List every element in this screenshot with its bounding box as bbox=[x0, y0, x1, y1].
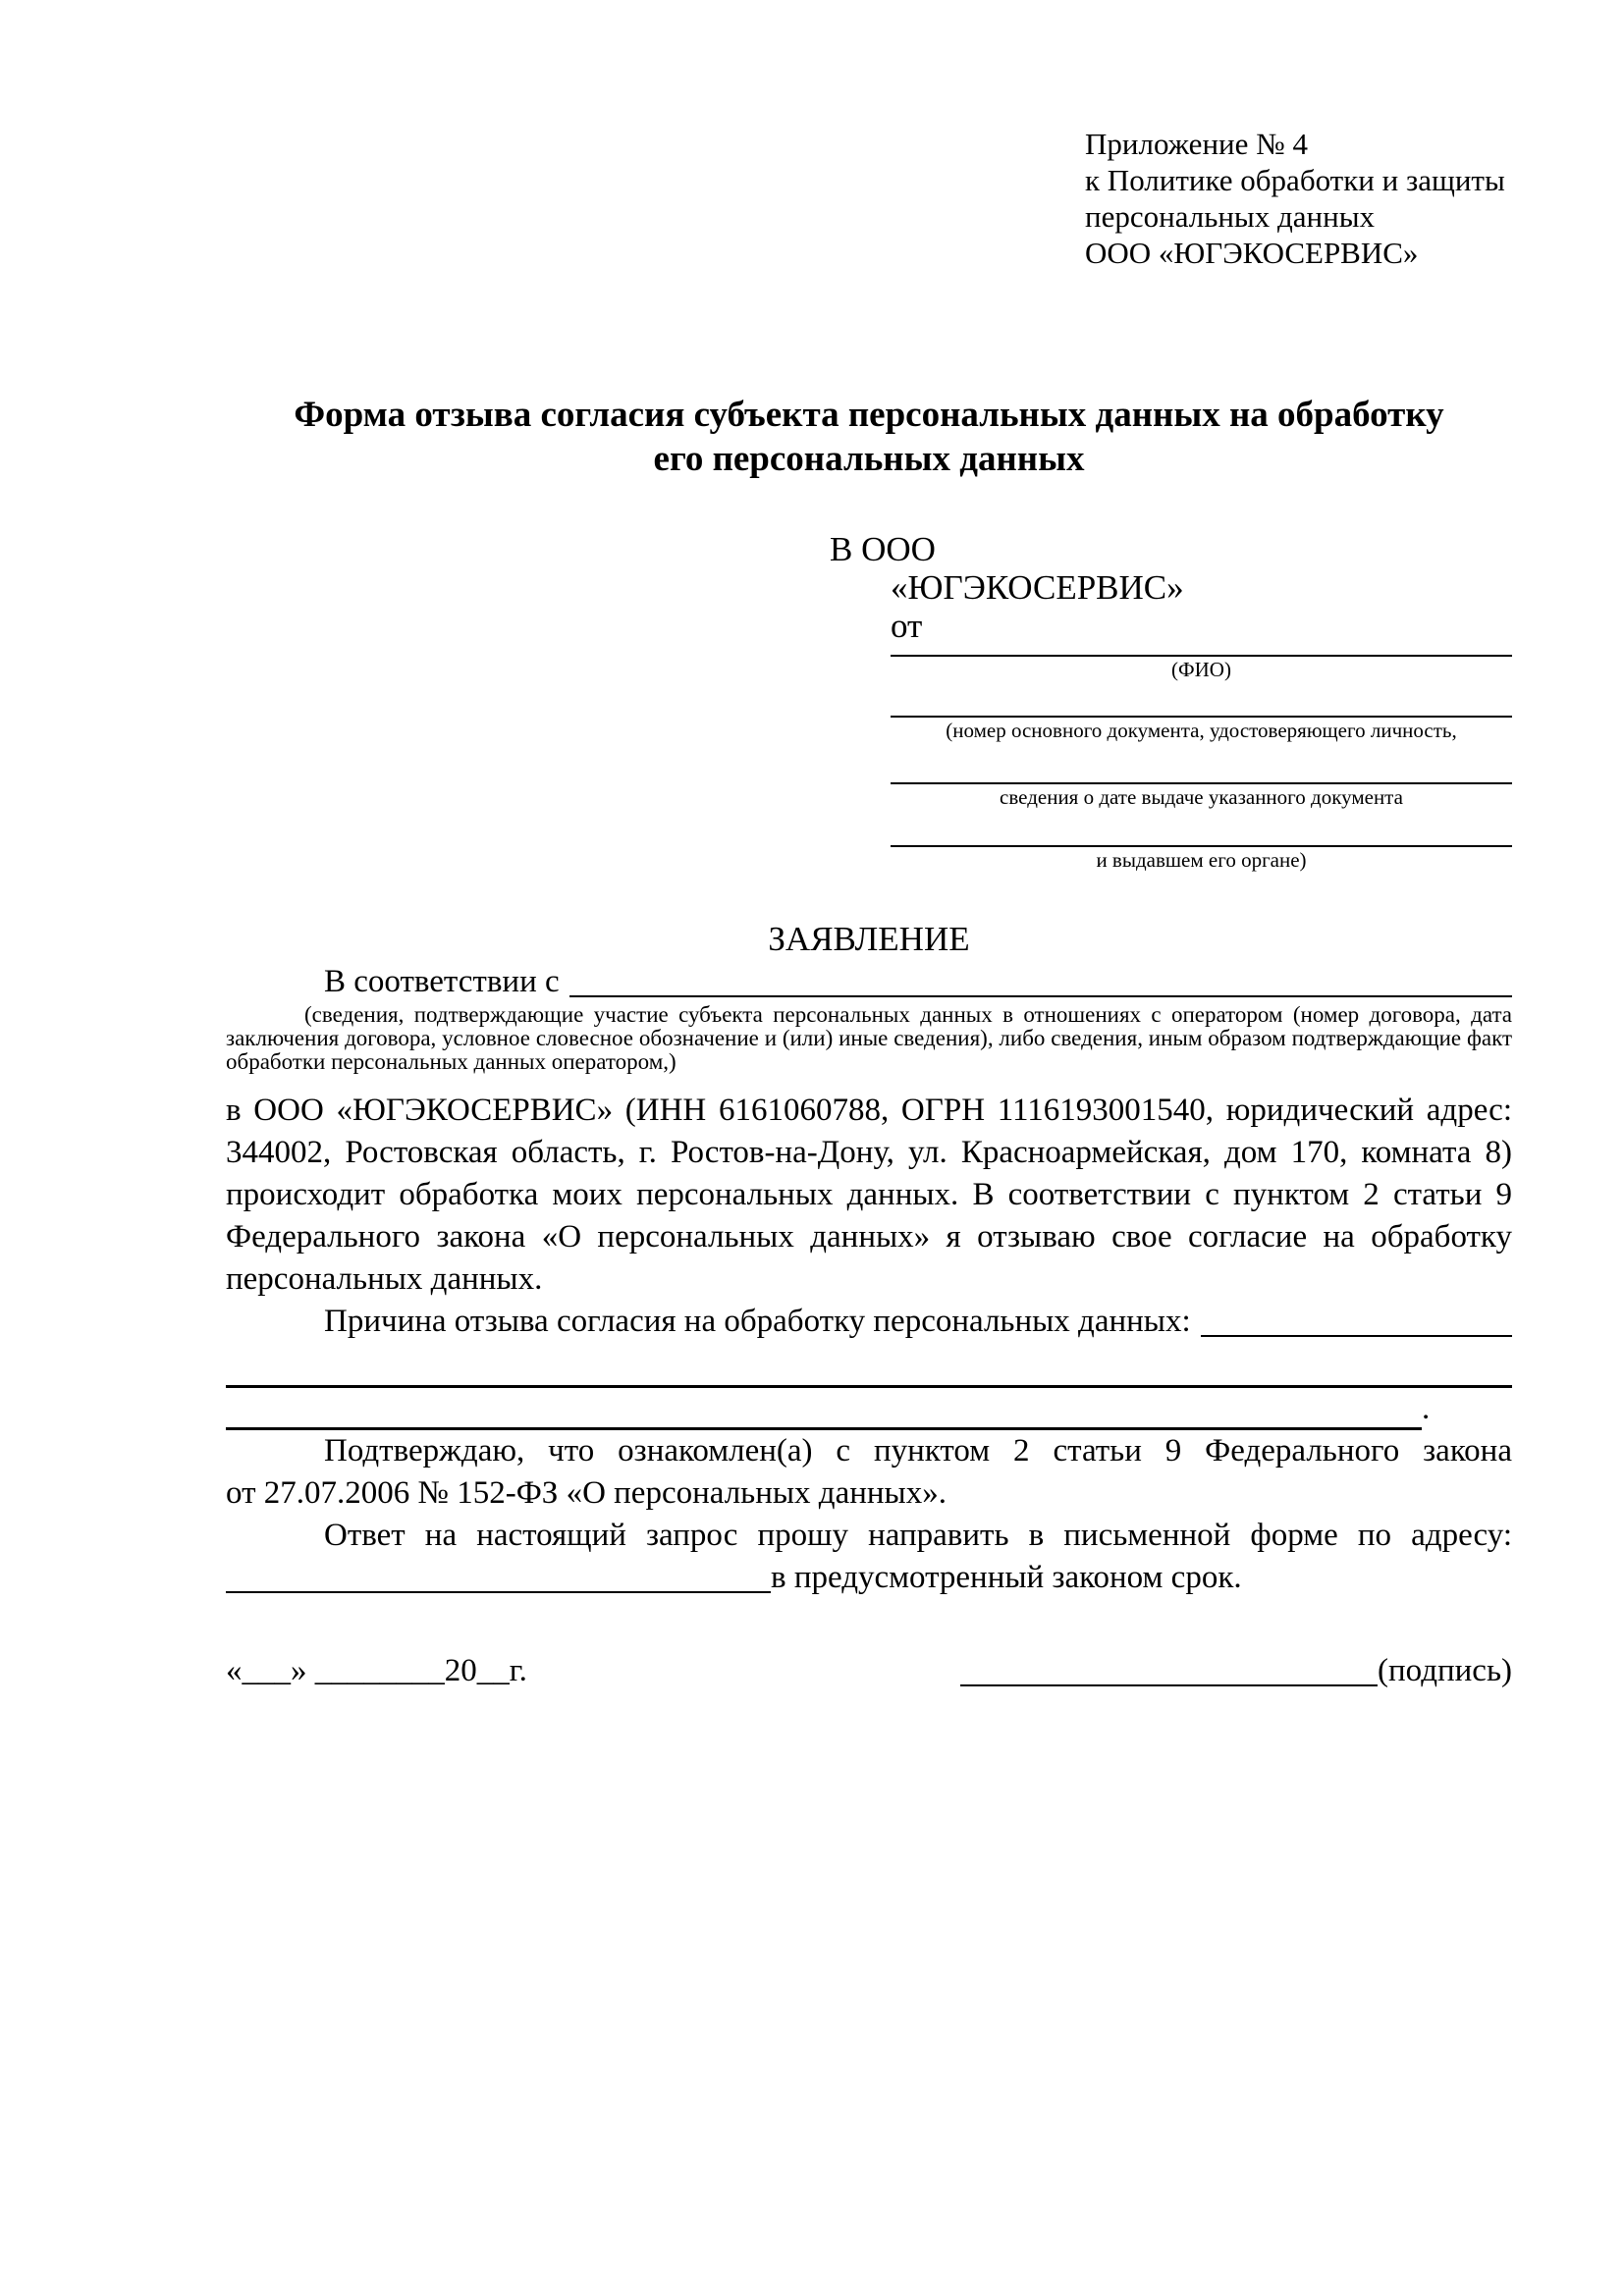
address-blank-line bbox=[226, 1557, 771, 1593]
signoff-row bbox=[226, 1650, 1512, 1692]
main-paragraph-line: Федерального закона «О персональных данных» я отзываю свое согласие на обработку bbox=[226, 1219, 1512, 1255]
signature-label: (подпись) bbox=[1378, 1653, 1512, 1688]
addressee-org-name: «ЮГЭКОСЕРВИС» bbox=[891, 568, 1184, 607]
document-number-label: (номер основного документа, удостоверяющего личность, bbox=[946, 719, 1457, 742]
issuing-authority-field bbox=[891, 845, 1512, 873]
issuing-authority-label: и выдавшем его органе) bbox=[1096, 848, 1307, 872]
addressee-to-prefix: В ООО bbox=[830, 530, 936, 568]
addressee-block bbox=[830, 530, 1512, 873]
issue-date-field bbox=[891, 782, 1512, 810]
intro-line bbox=[226, 961, 1512, 1003]
document-title bbox=[226, 393, 1512, 481]
reason-blank-terminator: . bbox=[1422, 1391, 1431, 1426]
main-paragraph-line: персональных данных. bbox=[226, 1261, 543, 1297]
signature-group bbox=[960, 1650, 1512, 1692]
confirm-paragraph bbox=[226, 1430, 1512, 1515]
reply-suffix: в предусмотренный законом срок. bbox=[771, 1560, 1242, 1595]
addressee-from-prefix: от bbox=[891, 607, 923, 645]
signature-blank-line bbox=[960, 1650, 1378, 1686]
confirm-paragraph-line: от 27.07.2006 № 152-ФЗ «О персональных данных». bbox=[226, 1475, 947, 1511]
reason-blank-line bbox=[1201, 1301, 1512, 1337]
fio-label: (ФИО) bbox=[1171, 658, 1231, 681]
fio-field bbox=[891, 655, 1512, 682]
date-blank: «___» ________20__г. bbox=[226, 1653, 527, 1688]
main-paragraph bbox=[226, 1090, 1512, 1301]
document-title-line: Форма отзыва согласия субъекта персональных данных на обработку bbox=[294, 395, 1444, 435]
reason-blank-row-2-line bbox=[226, 1388, 1422, 1430]
intro-prefix: В соответствии с bbox=[324, 964, 560, 999]
reason-blank-row-2 bbox=[226, 1388, 1512, 1430]
appendix-note-line: к Политике обработки и защиты bbox=[1085, 163, 1505, 197]
addressee-fields bbox=[891, 655, 1512, 873]
intro-blank-line bbox=[569, 961, 1512, 997]
footnote-line: заключения договора, условное словесное обозначение и (или) иные сведения), либо сведения, иным образом подтверждающие факт bbox=[226, 1026, 1512, 1050]
main-paragraph-line: в ООО «ЮГЭКОСЕРВИС» (ИНН 6161060788, ОГРН 1116193001540, юридический адрес: bbox=[226, 1093, 1512, 1128]
reply-address-row bbox=[226, 1557, 1512, 1599]
appendix-note-line: персональных данных bbox=[1085, 199, 1376, 234]
appendix-note bbox=[1085, 126, 1512, 271]
main-paragraph-line: 344002, Ростовская область, г. Ростов-на-Дону, ул. Красноармейская, дом 170, комната 8) bbox=[226, 1135, 1512, 1170]
reason-prefix: Причина отзыва согласия на обработку персональных данных: bbox=[324, 1304, 1191, 1339]
document-title-line: его персональных данных bbox=[653, 439, 1085, 479]
reply-request-line: Ответ на настоящий запрос прошу направить в письменной форме по адресу: bbox=[324, 1518, 1512, 1553]
statement-heading: ЗАЯВЛЕНИЕ bbox=[768, 920, 970, 958]
appendix-note-line: ООО «ЮГЭКОСЕРВИС» bbox=[1085, 236, 1419, 270]
consent-footnote bbox=[226, 1003, 1512, 1074]
document-number-field bbox=[891, 716, 1512, 743]
issue-date-label: сведения о дате выдаче указанного документа bbox=[1000, 785, 1403, 809]
appendix-note-line: Приложение № 4 bbox=[1085, 127, 1308, 161]
main-paragraph-line: происходит обработка моих персональных данных. В соответствии с пунктом 2 статьи 9 bbox=[226, 1177, 1512, 1212]
reason-line bbox=[226, 1301, 1512, 1343]
footnote-line: обработки персональных данных оператором,) bbox=[226, 1049, 677, 1074]
page-content bbox=[226, 126, 1512, 1692]
confirm-paragraph-line: Подтверждаю, что ознакомлен(а) с пунктом 2 статьи 9 Федерального закона bbox=[324, 1433, 1512, 1468]
footnote-line: (сведения, подтверждающие участие субъекта персональных данных в отношениях с оператором (номер договора, дата bbox=[304, 1002, 1512, 1027]
reason-blank-row-1 bbox=[226, 1343, 1512, 1388]
